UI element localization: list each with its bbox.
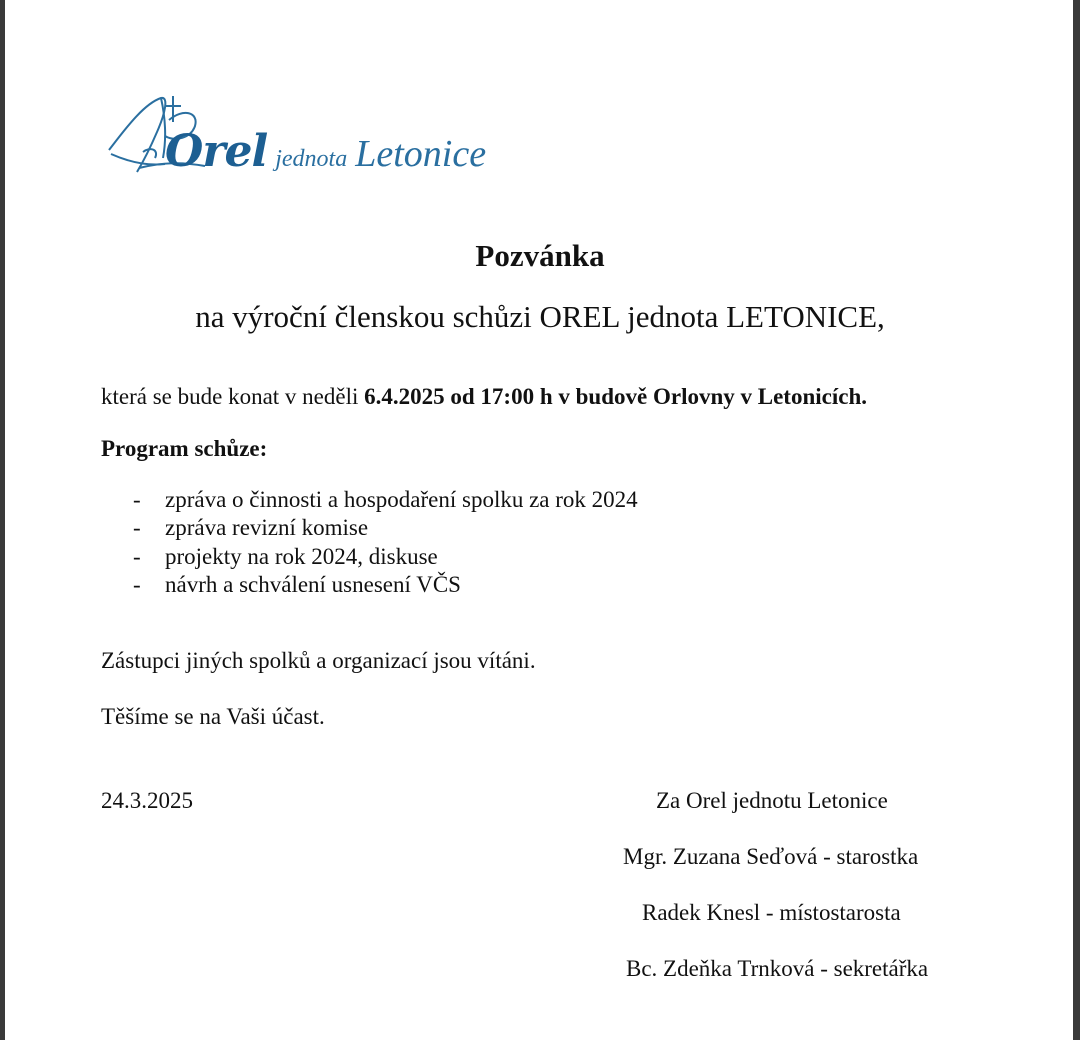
logo-main-text: Orel xyxy=(165,126,268,177)
signer-secretary: Bc. Zdeňka Trnková - sekretářka xyxy=(626,956,929,981)
signature-on-behalf: Za Orel jednotu Letonice xyxy=(656,788,888,813)
list-item xyxy=(101,543,638,571)
intro-text: která se bude konat v neděli xyxy=(101,384,365,409)
welcome-text: Zástupci jiných spolků a organizací jsou vítáni. xyxy=(101,648,536,673)
logo-sub-text: jednota xyxy=(275,146,348,172)
list-item xyxy=(101,571,638,599)
document-date: 24.3.2025 xyxy=(101,788,193,813)
document-title: Pozvánka xyxy=(475,238,605,273)
signer-vice-chair: Radek Knesl - místostarosta xyxy=(642,900,901,925)
list-item-text: zpráva o činnosti a hospodaření spolku za rok 2024 xyxy=(165,487,638,512)
bullet-dash: - xyxy=(133,543,141,569)
closing-text: Těšíme se na Vaši účast. xyxy=(101,704,325,729)
logo-city-text: Letonice xyxy=(355,133,487,175)
list-item xyxy=(101,514,638,542)
list-item xyxy=(101,486,638,514)
document-subtitle: na výroční členskou schůzi OREL jednota LETONICE, xyxy=(195,299,885,334)
intro-paragraph xyxy=(101,383,867,411)
bullet-dash: - xyxy=(133,515,141,541)
program-heading: Program schůze: xyxy=(101,436,268,461)
list-item-text: zpráva revizní komise xyxy=(165,515,369,541)
program-list xyxy=(101,486,638,599)
bullet-dash: - xyxy=(133,571,141,597)
logo-lettering xyxy=(165,126,487,177)
list-item-text: návrh a schválení usnesení VČS xyxy=(165,571,461,597)
bullet-dash: - xyxy=(133,487,141,512)
list-item-text: projekty na rok 2024, diskuse xyxy=(165,543,438,569)
intro-date-place: 6.4.2025 od 17:00 h v budově Orlovny v Letonicích. xyxy=(364,384,867,409)
signer-chair: Mgr. Zuzana Seďová - starostka xyxy=(623,844,919,869)
